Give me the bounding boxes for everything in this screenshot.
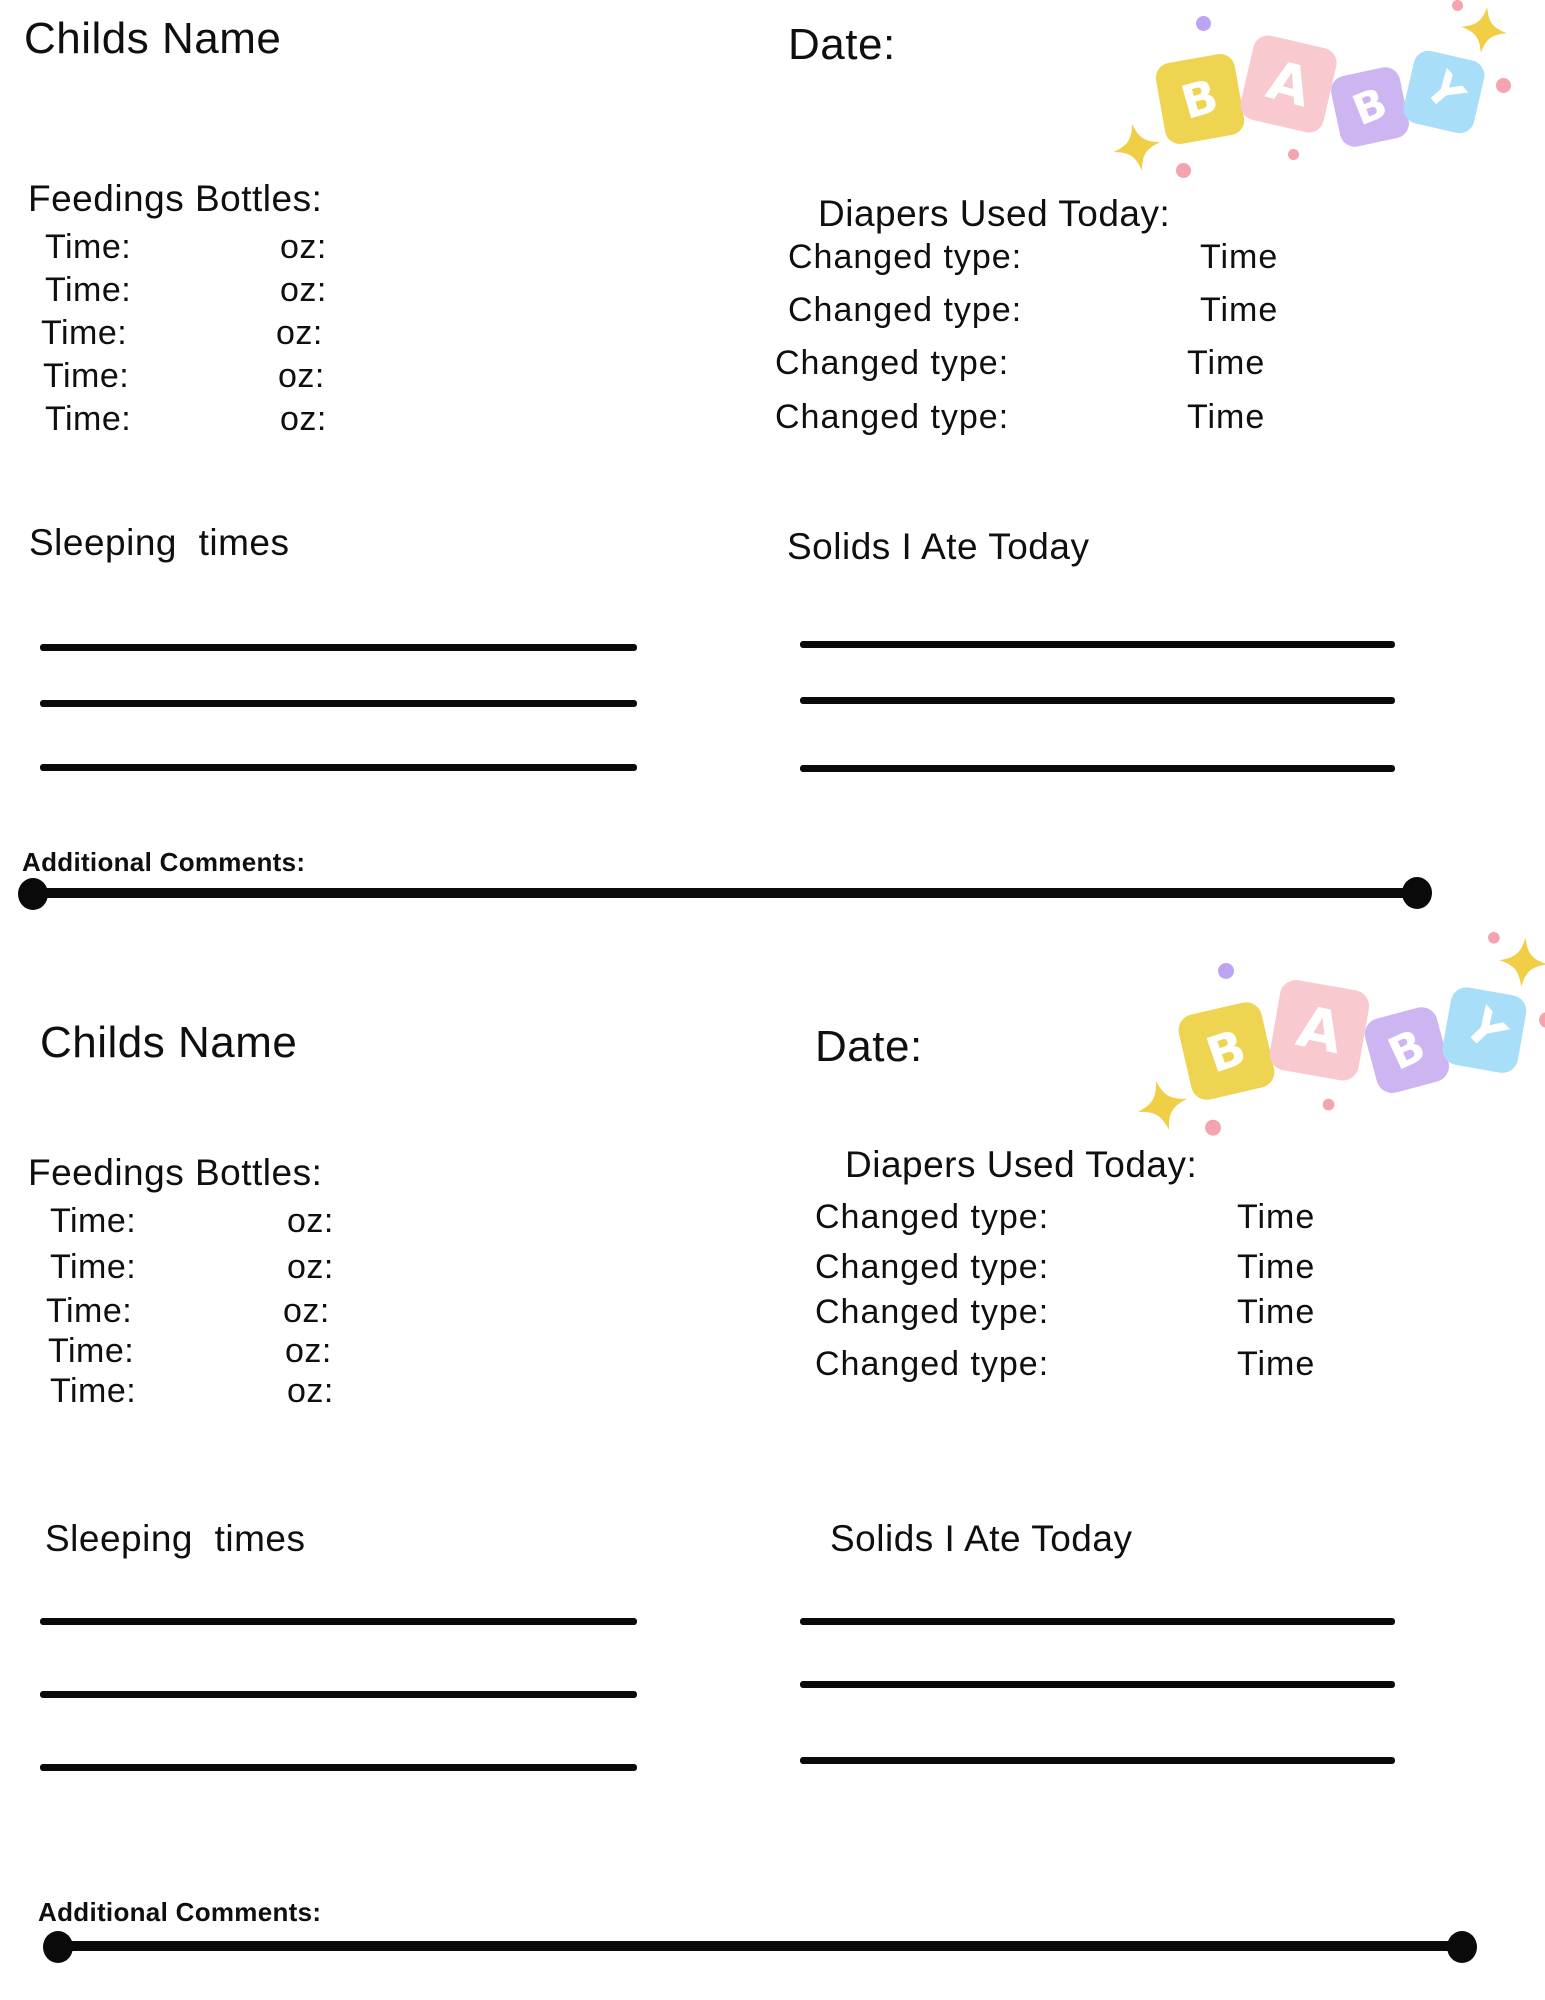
oz-label: oz: <box>285 1332 332 1370</box>
rule-bar <box>58 1941 1462 1951</box>
baby-block-b1 <box>1175 999 1277 1103</box>
time-label: Time: <box>50 1372 137 1410</box>
diaper-row <box>0 291 1400 337</box>
time-label: Time: <box>48 1332 135 1370</box>
solids-write-line <box>800 1681 1395 1688</box>
changed-type-label: Changed type: <box>815 1345 1050 1383</box>
changed-type-label: Changed type: <box>775 344 1010 382</box>
additional-comments-label: Additional Comments: <box>22 847 306 877</box>
date-label: Date: <box>815 1022 923 1071</box>
baby-block-b2 <box>1328 65 1411 150</box>
changed-type-label: Changed type: <box>775 398 1010 436</box>
date-label: Date: <box>788 20 896 69</box>
form-copy-bottom <box>0 920 1545 2000</box>
baby-block-a <box>1237 33 1339 136</box>
sparkle-icon <box>1457 3 1511 57</box>
diaper-row <box>0 1293 1400 1339</box>
solids-title: Solids I Ate Today <box>830 1518 1133 1559</box>
changed-type-label: Changed type: <box>815 1293 1050 1331</box>
oz-label: oz: <box>278 357 325 395</box>
oz-label: oz: <box>280 400 327 438</box>
time-label: Time <box>1237 1198 1316 1236</box>
additional-comments-label: Additional Comments: <box>38 1897 322 1927</box>
time-label: Time <box>1237 1293 1316 1331</box>
sleeping-write-line <box>40 1691 637 1698</box>
sleeping-write-line <box>40 764 637 771</box>
changed-type-label: Changed type: <box>815 1248 1050 1286</box>
pink-dot-decoration <box>1452 0 1463 11</box>
pink-dot-decoration <box>1322 1098 1334 1110</box>
solids-write-line <box>800 641 1395 648</box>
sleeping-write-line <box>40 1618 637 1625</box>
sparkle-icon <box>1130 1073 1195 1138</box>
sleeping-write-line <box>40 700 637 707</box>
changed-type-label: Changed type: <box>788 238 1023 276</box>
diaper-row <box>0 1248 1400 1294</box>
time-label: Time <box>1187 344 1266 382</box>
time-label: Time <box>1187 398 1266 436</box>
diaper-row <box>0 1345 1400 1391</box>
block-letter: B <box>1199 1017 1254 1085</box>
sleeping-write-line <box>40 644 637 651</box>
changed-type-label: Changed type: <box>815 1198 1050 1236</box>
diaper-row <box>0 1198 1400 1244</box>
purple-dot-decoration <box>1218 963 1235 980</box>
sparkle-icon <box>1107 117 1166 176</box>
sleeping-times-title: Sleeping times <box>29 522 290 563</box>
form-copy-top <box>0 0 1545 920</box>
oz-label: oz: <box>287 1372 334 1410</box>
time-label: Time: <box>45 271 132 309</box>
diapers-title: Diapers Used Today: <box>818 193 1171 234</box>
childs-name-label: Childs Name <box>24 14 282 63</box>
time-label: Time: <box>45 400 132 438</box>
solids-title: Solids I Ate Today <box>787 526 1090 567</box>
rule-end-dot <box>1447 1931 1477 1963</box>
baby-block-a <box>1267 978 1372 1083</box>
pink-dot-decoration <box>1539 1012 1545 1029</box>
time-label: Time: <box>46 1292 133 1330</box>
sleeping-times-title: Sleeping times <box>45 1518 306 1559</box>
baby-block-y <box>1401 48 1488 136</box>
time-label: Time: <box>41 314 128 352</box>
solids-write-line <box>800 1757 1395 1764</box>
time-label: Time: <box>50 1248 137 1286</box>
time-label: Time <box>1200 291 1279 329</box>
block-letter: Y <box>1414 62 1475 121</box>
oz-label: oz: <box>287 1202 334 1240</box>
time-label: Time: <box>50 1202 137 1240</box>
rule-end-dot <box>1402 877 1432 909</box>
baby-blocks-graphic <box>1115 928 1545 1163</box>
time-label: Time: <box>45 228 132 266</box>
feedings-title: Feedings Bottles: <box>28 178 323 219</box>
solids-write-line <box>800 697 1395 704</box>
rule-bar <box>33 888 1417 898</box>
diapers-title: Diapers Used Today: <box>845 1144 1198 1185</box>
time-label: Time <box>1200 238 1279 276</box>
pink-dot-decoration <box>1496 78 1511 93</box>
sparkle-icon <box>1496 935 1545 990</box>
time-label: Time <box>1237 1248 1316 1286</box>
solids-write-line <box>800 765 1395 772</box>
childs-name-label: Childs Name <box>40 1018 298 1067</box>
solids-write-line <box>800 1618 1395 1625</box>
block-letter: B <box>1345 77 1394 136</box>
block-letter: B <box>1175 68 1225 130</box>
baby-block-y <box>1440 985 1529 1076</box>
pink-dot-decoration <box>1488 932 1500 944</box>
oz-label: oz: <box>276 314 323 352</box>
oz-label: oz: <box>280 271 327 309</box>
pink-dot-decoration <box>1205 1119 1222 1136</box>
block-letter: Y <box>1453 998 1516 1061</box>
oz-label: oz: <box>280 228 327 266</box>
diaper-row <box>0 238 1400 284</box>
time-label: Time <box>1237 1345 1316 1383</box>
block-letter: A <box>1260 47 1317 120</box>
changed-type-label: Changed type: <box>788 291 1023 329</box>
diaper-row <box>0 344 1387 390</box>
sleeping-write-line <box>40 1764 637 1771</box>
diaper-row <box>0 398 1387 444</box>
pink-dot-decoration <box>1176 163 1191 178</box>
feedings-title: Feedings Bottles: <box>28 1152 323 1193</box>
block-letter: A <box>1290 992 1349 1068</box>
pink-dot-decoration <box>1288 149 1299 160</box>
block-letter: B <box>1380 1018 1434 1081</box>
baby-block-b2 <box>1361 1004 1452 1097</box>
baby-blocks-graphic <box>1100 0 1520 200</box>
purple-dot-decoration <box>1196 16 1211 31</box>
oz-label: oz: <box>283 1292 330 1330</box>
baby-block-b1 <box>1153 52 1246 147</box>
time-label: Time: <box>43 357 130 395</box>
oz-label: oz: <box>287 1248 334 1286</box>
